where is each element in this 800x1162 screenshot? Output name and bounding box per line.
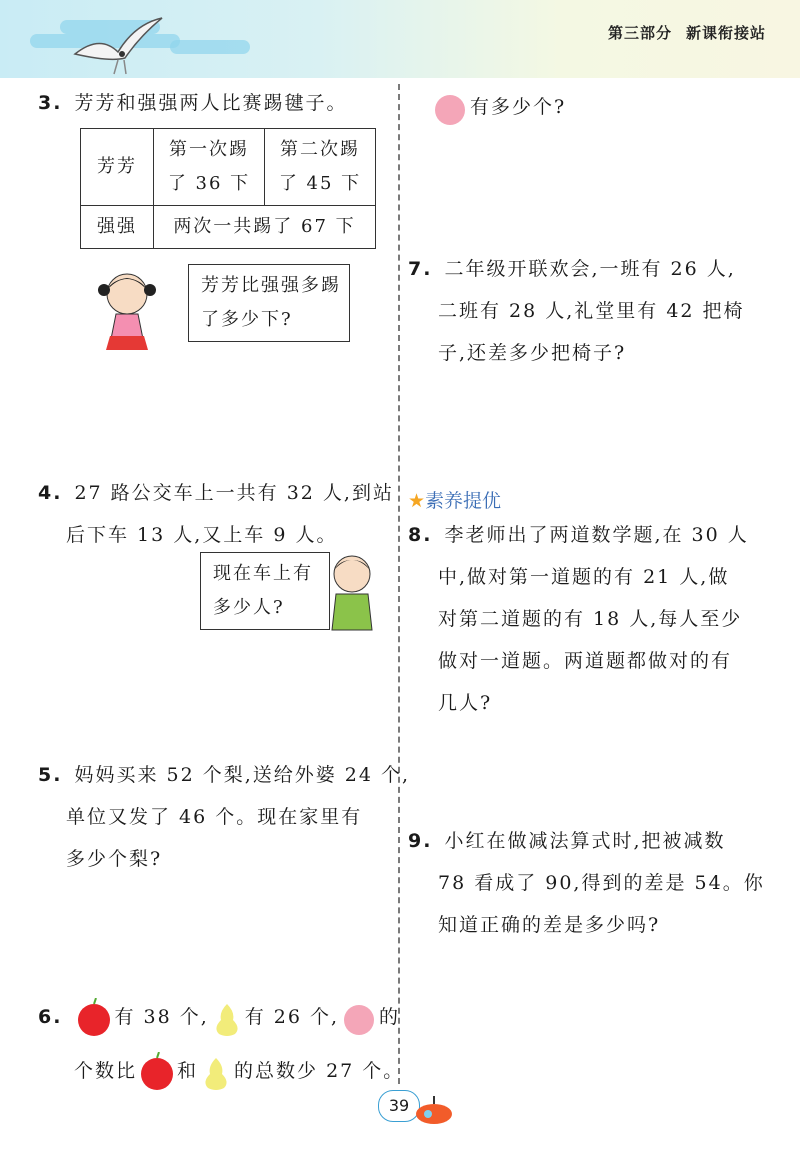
page-header (0, 0, 800, 78)
seagull-icon (70, 14, 170, 78)
kick-table (80, 128, 376, 249)
question-number: 4. (38, 482, 63, 504)
question-number: 7. (408, 258, 433, 280)
question-9: 9. 小红在做减法算式时,把被减数 78 看成了 90,得到的差是 54。你 知道正确的差是多少吗? (408, 830, 765, 936)
question-5: 5. 妈妈买来 52 个梨,送给外婆 24 个, 单位又发了 46 个。现在家里有 多少个梨? (38, 764, 411, 870)
pear-icon (198, 1052, 234, 1092)
pear-icon (209, 998, 245, 1038)
table-cell: 第一次踢 了 36 下 (154, 129, 265, 206)
boy-icon (328, 550, 378, 632)
apple-icon (74, 998, 114, 1038)
peach-icon (339, 998, 379, 1038)
question-number: 9. (408, 830, 433, 852)
header-section: 新课衔接站 (685, 24, 766, 42)
table-cell: 第二次踢 了 45 下 (265, 129, 376, 206)
question-number: 3. (38, 92, 63, 114)
header-title (594, 22, 766, 43)
question-number: 6. (38, 1006, 63, 1028)
question-number: 5. (38, 764, 63, 786)
header-part: 第三部分 (607, 24, 672, 42)
row-name: 芳芳 (81, 129, 154, 206)
table-cell: 两次一共踢了 67 下 (154, 206, 376, 249)
question-text: 芳芳和强强两人比赛踢毽子。 (74, 92, 348, 114)
question-6: 6. 有 38 个, 有 26 个, 的 个数比 和 的总数少 27 个。 (38, 990, 404, 1098)
apple-icon (137, 1052, 177, 1092)
row-name: 强强 (81, 206, 154, 249)
section-tag: ★素养提优 (408, 490, 502, 512)
girl-icon (92, 268, 162, 352)
question-6-continued: 有多少个? (430, 84, 566, 130)
cloud-decoration (170, 40, 250, 54)
speech-bubble: 芳芳比强强多踢 了多少下? (188, 264, 350, 342)
speech-bubble: 现在车上有 多少人? (200, 552, 330, 630)
question-4: 4. 27 路公交车上一共有 32 人,到站 后下车 13 人,又上车 9 人。 (38, 482, 394, 546)
star-icon: ★ (408, 490, 426, 512)
peach-icon (430, 88, 470, 128)
question-number: 8. (408, 524, 433, 546)
page-number: 39 (378, 1090, 420, 1122)
question-3 (38, 82, 347, 124)
submarine-icon (412, 1092, 458, 1126)
question-7: 7. 二年级开联欢会,一班有 26 人, 二班有 28 人,礼堂里有 42 把椅 子,还差多少把椅子? (408, 258, 745, 364)
question-8: 8. 李老师出了两道数学题,在 30 人 中,做对第一道题的有 21 人,做 对第二道题的有 18 人,每人至少 做对一道题。两道题都做对的有 几人? (408, 524, 749, 714)
column-divider (398, 84, 400, 1084)
